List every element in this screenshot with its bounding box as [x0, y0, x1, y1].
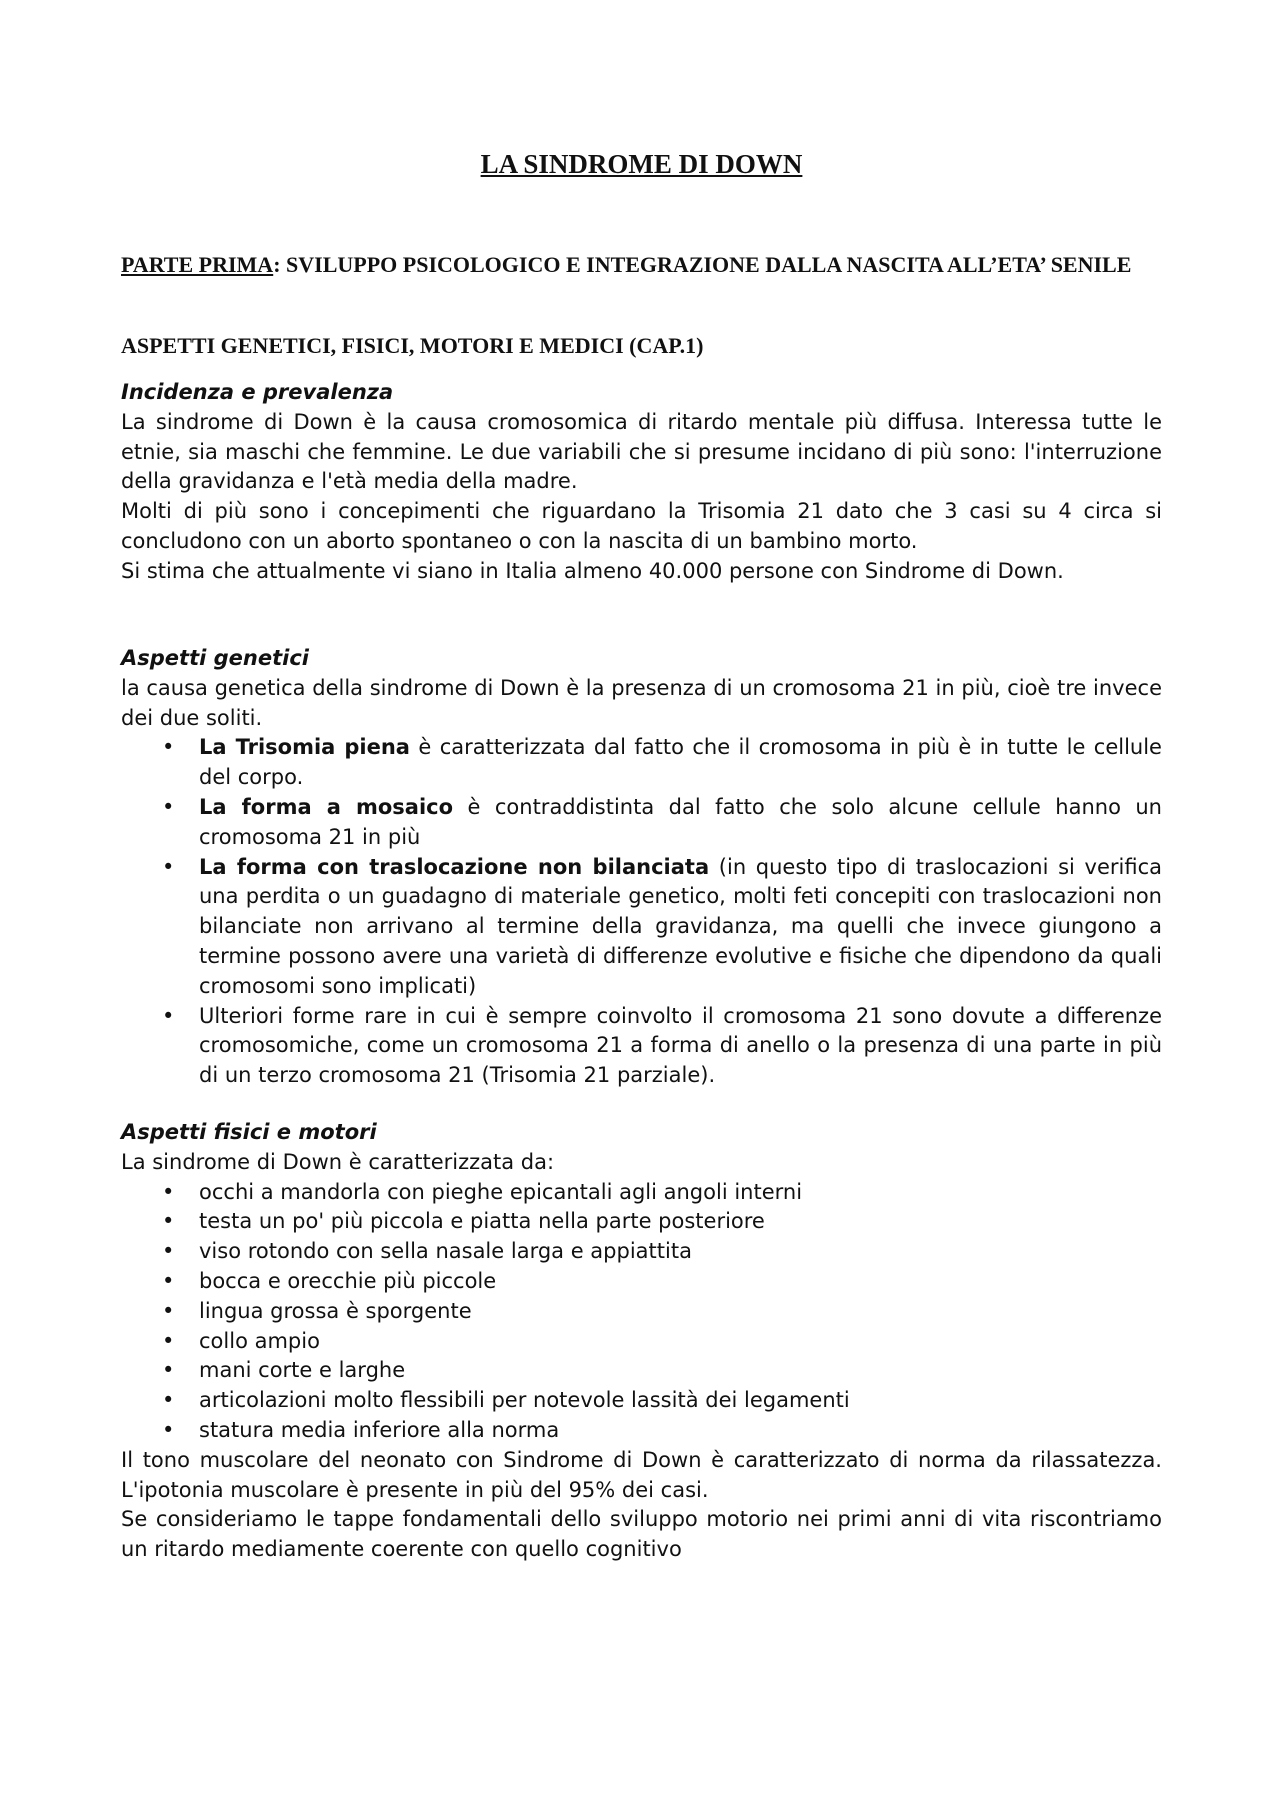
bullet-icon: • [162, 1239, 175, 1264]
bullet-icon: • [162, 854, 175, 879]
item-text: articolazioni molto flessibili per notevole lassità dei legamenti [199, 1388, 850, 1413]
list-item [121, 1356, 1162, 1386]
part-label: PARTE PRIMA [121, 252, 274, 277]
item-term: La forma con traslocazione non bilanciata [199, 854, 710, 879]
paragraph: Molti di più sono i concepimenti che riguardano la Trisomia 21 dato che 3 casi su 4 circa si concludono con un aborto spontaneo o con la nascita di un bambino morto. [121, 499, 1162, 553]
item-text: è caratterizzata dal fatto che il cromosoma in più è in tutte le cellule del corpo. [199, 735, 1162, 790]
item-text: statura media inferiore alla norma [199, 1417, 560, 1442]
bullet-icon: • [162, 1003, 175, 1028]
section-heading: Incidenza e prevalenza [121, 380, 394, 404]
item-text: bocca e orecchie più piccole [199, 1268, 497, 1293]
item-text: collo ampio [199, 1328, 320, 1353]
paragraph: La sindrome di Down è caratterizzata da: [121, 1149, 555, 1174]
physical-traits-list [121, 1178, 1162, 1446]
list-item [121, 793, 1162, 853]
section-fisici [121, 1118, 1162, 1565]
list-item [121, 1178, 1162, 1208]
item-text: occhi a mandorla con pieghe epicantali agli angoli interni [199, 1179, 803, 1204]
chapter-heading: ASPETTI GENETICI, FISICI, MOTORI E MEDICI (CAP.1) [121, 333, 704, 358]
bullet-icon: • [162, 1358, 175, 1383]
section-incidenza [121, 378, 1162, 587]
part-text: : SVILUPPO PSICOLOGICO E INTEGRAZIONE DALLA NASCITA ALL’ETA’ SENILE [273, 252, 1132, 277]
bullet-icon: • [162, 1417, 175, 1442]
item-text: viso rotondo con sella nasale larga e appiattita [199, 1239, 692, 1264]
list-item [121, 1386, 1162, 1416]
paragraph: Si stima che attualmente vi siano in Italia almeno 40.000 persone con Sindrome di Down. [121, 558, 1064, 583]
list-item [121, 853, 1162, 1002]
list-item [121, 1297, 1162, 1327]
list-item [121, 1267, 1162, 1297]
paragraph: Il tono muscolare del neonato con Sindrome di Down è caratterizzato di norma da rilassatezza. L'ipotonia muscolare è presente in più del 95% dei casi. [121, 1447, 1162, 1502]
item-text: Ulteriori forme rare in cui è sempre coinvolto il cromosoma 21 sono dovute a differenze cromosomiche, come un cromosoma 21 a forma di anello o la presenza di una parte in più di un terzo cromosoma 21 (Trisomia 21 parziale). [199, 1003, 1162, 1088]
paragraph: la causa genetica della sindrome di Down è la presenza di un cromosoma 21 in più, cioè tre invece dei due soliti. [121, 675, 1162, 730]
paragraph: Se consideriamo le tappe fondamentali dello sviluppo motorio nei primi anni di vita riscontriamo un ritardo mediamente coerente con quello cognitivo [121, 1507, 1162, 1562]
item-term: La Trisomia piena [199, 735, 410, 760]
section-heading: Aspetti fisici e motori [121, 1120, 377, 1144]
section-heading: Aspetti genetici [121, 646, 309, 670]
bullet-icon: • [162, 1298, 175, 1323]
bullet-icon: • [162, 1179, 175, 1204]
genetic-forms-list [121, 733, 1162, 1091]
list-item [121, 1237, 1162, 1267]
list-item [121, 1416, 1162, 1446]
item-text: (in questo tipo di traslocazioni si verifica una perdita o un guadagno di materiale genetico, molti feti concepiti con traslocazioni non bilanciate non arrivano al termine della gravidanza, ma quelli che invece giungono a termine possono avere una varietà di differenze evolutive e fisiche che dipendono da quali cromosomi sono implicati) [199, 854, 1162, 998]
section-genetici [121, 644, 1162, 1091]
bullet-icon: • [162, 735, 175, 760]
list-item [121, 733, 1162, 793]
list-item [121, 1002, 1162, 1091]
item-text: è contraddistinta dal fatto che solo alcune cellule hanno un cromosoma 21 in più [199, 794, 1162, 849]
item-text: lingua grossa è sporgente [199, 1298, 472, 1323]
list-item [121, 1207, 1162, 1237]
item-text: mani corte e larghe [199, 1358, 406, 1383]
bullet-icon: • [162, 1388, 175, 1413]
paragraph: La sindrome di Down è la causa cromosomica di ritardo mentale più diffusa. Interessa tutte le etnie, sia maschi che femmine. Le due variabili che si presume incidano di più sono: l'interruzione della gravidanza e l'età media della madre. [121, 409, 1162, 494]
bullet-icon: • [162, 1328, 175, 1353]
bullet-icon: • [162, 1209, 175, 1234]
document-title: LA SINDROME DI DOWN [480, 149, 803, 179]
bullet-icon: • [162, 1268, 175, 1293]
item-text: testa un po' più piccola e piatta nella parte posteriore [199, 1209, 765, 1234]
bullet-icon: • [162, 794, 175, 819]
part-heading [121, 249, 1162, 281]
list-item [121, 1327, 1162, 1357]
item-term: La forma a mosaico [199, 794, 454, 819]
